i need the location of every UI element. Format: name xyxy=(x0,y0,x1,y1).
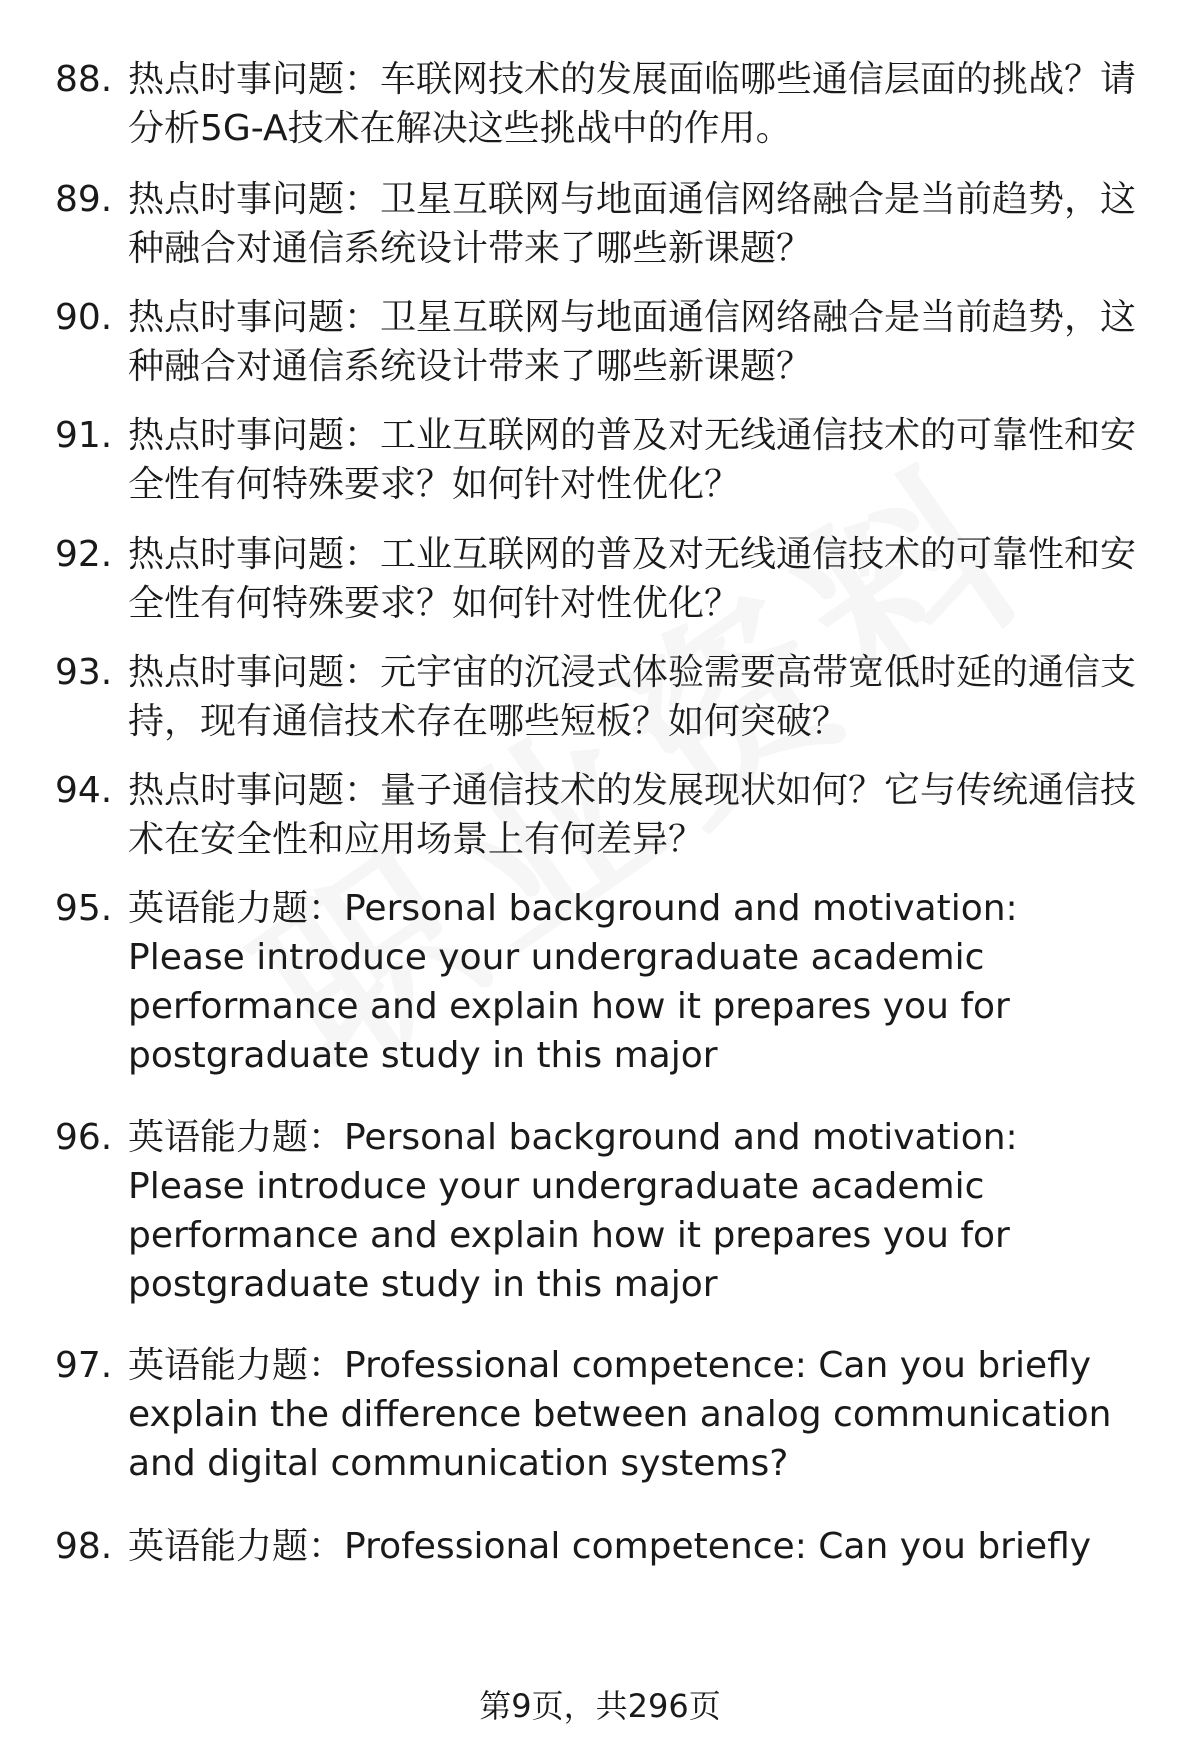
question-number: 98. xyxy=(55,1526,113,1567)
question-text: 热点时事问题：车联网技术的发展面临哪些通信层面的挑战？请分析5G-A技术在解决这些挑战中的作用。 xyxy=(128,59,1137,149)
question-text: 英语能力题：Personal background and motivation: Please introduce your undergraduate academic performance and explain how it prepares you for postgraduate study in this major xyxy=(128,1117,1018,1305)
question-item xyxy=(0,884,1140,1080)
question-number: 89. xyxy=(55,179,113,220)
question-item xyxy=(0,1522,1140,1571)
question-number: 92. xyxy=(55,534,113,575)
question-text: 英语能力题：Personal background and motivation: Please introduce your undergraduate academic performance and explain how it prepares you for postgraduate study in this major xyxy=(128,888,1018,1076)
question-text: 热点时事问题：工业互联网的普及对无线通信技术的可靠性和安全性有何特殊要求？如何针对性优化？ xyxy=(128,415,1137,505)
question-item xyxy=(0,530,1140,628)
question-item xyxy=(0,1341,1140,1488)
question-number: 93. xyxy=(55,652,113,693)
question-number: 96. xyxy=(55,1117,113,1158)
question-number: 90. xyxy=(55,297,113,338)
question-number: 94. xyxy=(55,770,113,811)
question-item xyxy=(0,175,1140,273)
question-number: 95. xyxy=(55,888,113,929)
question-item xyxy=(0,1113,1140,1309)
question-item xyxy=(0,411,1140,509)
question-item xyxy=(0,648,1140,746)
question-text: 英语能力题：Professional competence: Can you briefly xyxy=(128,1526,1092,1567)
question-number: 97. xyxy=(55,1345,113,1386)
page-footer: 第9页，共296页 xyxy=(479,1687,721,1725)
question-text: 英语能力题：Professional competence: Can you briefly explain the difference between analog communication and digital communication systems? xyxy=(128,1345,1112,1484)
question-item xyxy=(0,766,1140,864)
question-number: 88. xyxy=(55,59,113,100)
question-text: 热点时事问题：卫星互联网与地面通信网络融合是当前趋势，这种融合对通信系统设计带来了哪些新课题？ xyxy=(128,297,1137,387)
question-text: 热点时事问题：工业互联网的普及对无线通信技术的可靠性和安全性有何特殊要求？如何针对性优化？ xyxy=(128,534,1137,624)
question-text: 热点时事问题：元宇宙的沉浸式体验需要高带宽低时延的通信支持，现有通信技术存在哪些短板？如何突破？ xyxy=(128,652,1137,742)
question-number: 91. xyxy=(55,415,113,456)
question-item xyxy=(0,55,1140,153)
question-text: 热点时事问题：量子通信技术的发展现状如何？它与传统通信技术在安全性和应用场景上有何差异？ xyxy=(128,770,1137,860)
question-text: 热点时事问题：卫星互联网与地面通信网络融合是当前趋势，这种融合对通信系统设计带来了哪些新课题？ xyxy=(128,179,1137,269)
question-item xyxy=(0,293,1140,391)
